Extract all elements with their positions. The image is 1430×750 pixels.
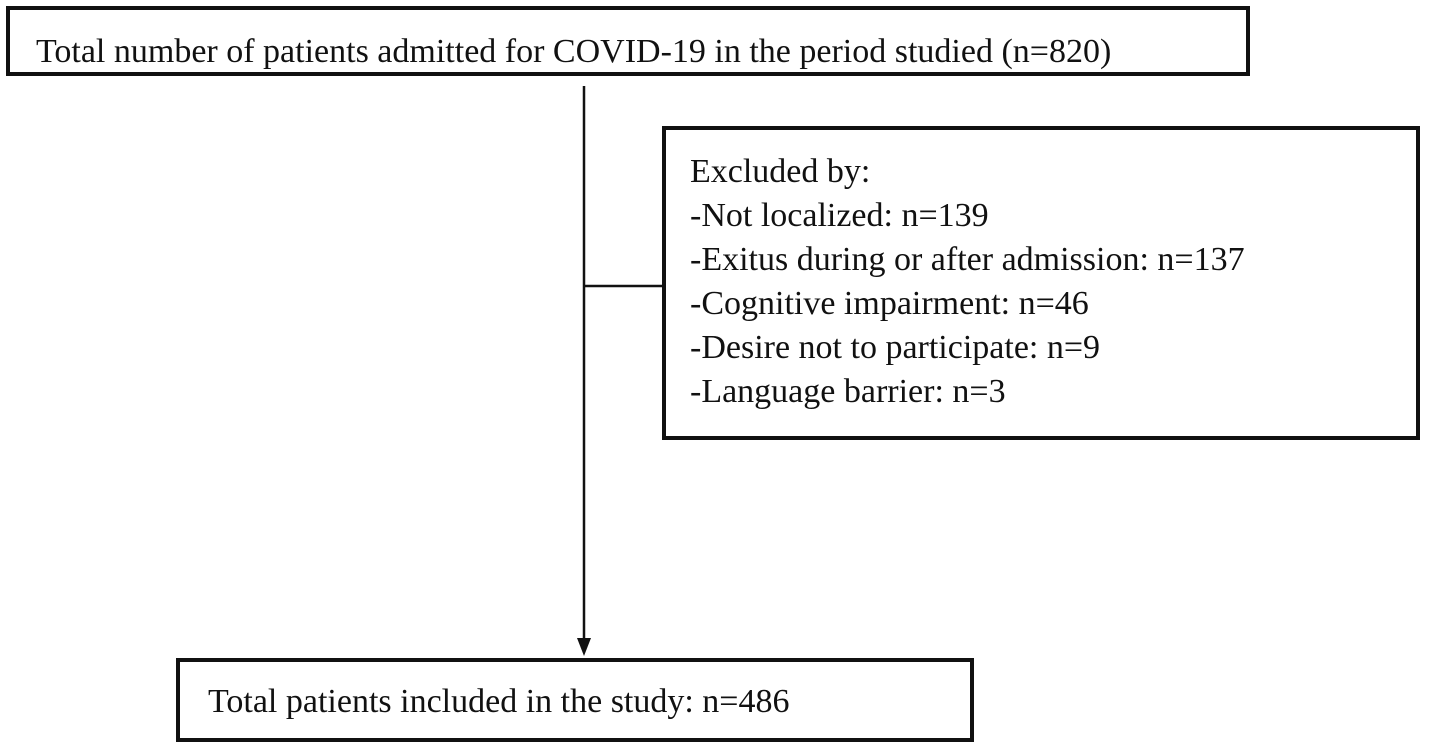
excluded-heading: Excluded by: — [690, 153, 871, 190]
total-admitted-box — [6, 6, 1250, 76]
down-arrowhead — [577, 638, 591, 656]
excluded-box — [662, 126, 1420, 440]
excluded-item-cognitive-impairment: -Cognitive impairment: n=46 — [690, 285, 1089, 322]
included-text: Total patients included in the study: n=486 — [208, 683, 790, 720]
excluded-item-language-barrier: -Language barrier: n=3 — [690, 373, 1006, 410]
excluded-item-not-localized: -Not localized: n=139 — [690, 197, 989, 234]
excluded-item-exitus: -Exitus during or after admission: n=137 — [690, 241, 1245, 278]
total-admitted-text: Total number of patients admitted for COVID-19 in the period studied (n=820) — [36, 33, 1112, 70]
excluded-list — [690, 150, 1245, 414]
excluded-item-desire-not-to-participate: -Desire not to participate: n=9 — [690, 329, 1101, 366]
included-box — [176, 658, 974, 742]
